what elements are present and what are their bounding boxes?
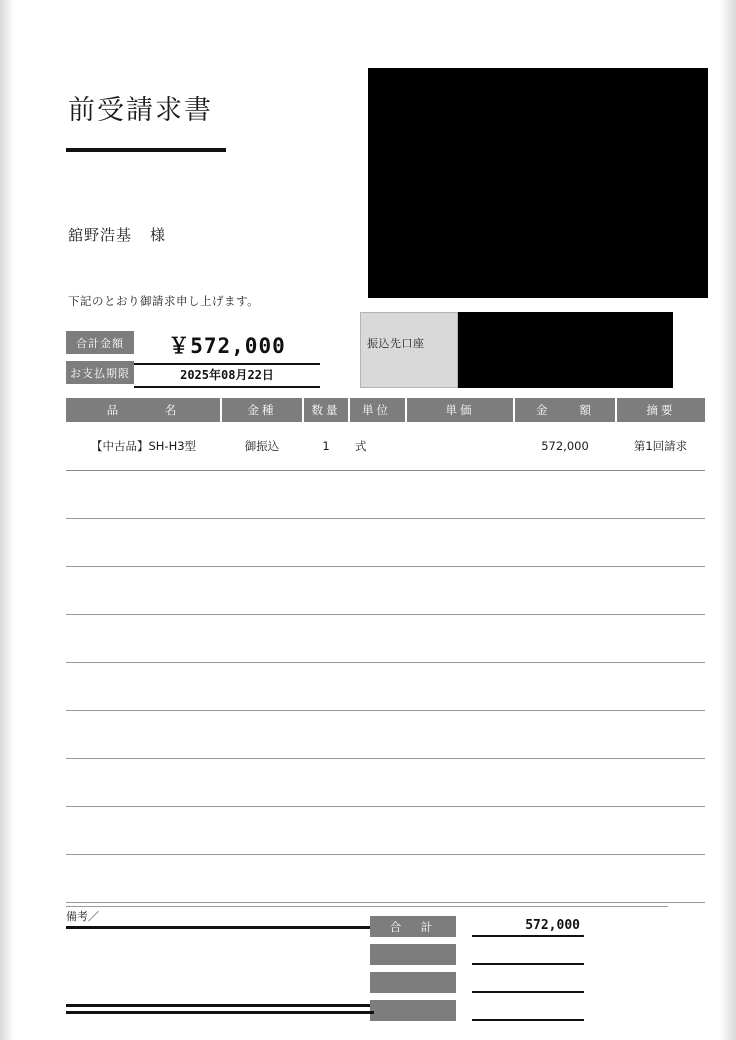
cell-unit: [349, 614, 406, 662]
cell-kind: [221, 854, 303, 902]
cell-quantity: [303, 854, 349, 902]
total-amount-label: 合計金額: [66, 331, 134, 354]
grand-total-value: 572,000: [472, 916, 584, 937]
due-date-label: お支払期限: [66, 361, 134, 384]
cell-note: 第1回請求: [616, 422, 705, 470]
header-unit: 単位: [349, 398, 406, 422]
cell-quantity: 1: [303, 422, 349, 470]
remarks-section: [66, 908, 374, 929]
cell-unit: [349, 518, 406, 566]
cell-unit-price: [406, 710, 514, 758]
cell-quantity: [303, 662, 349, 710]
cell-item-name: [66, 662, 221, 710]
invoice-sheet: [40, 0, 696, 1040]
header-quantity: 数量: [303, 398, 349, 422]
cell-amount: [514, 470, 616, 518]
cell-amount: [514, 566, 616, 614]
cell-unit-price: [406, 470, 514, 518]
cell-note: [616, 518, 705, 566]
cell-quantity: [303, 710, 349, 758]
cell-amount: [514, 806, 616, 854]
table-row: [66, 854, 705, 902]
addressee: [68, 224, 166, 245]
cell-quantity: [303, 806, 349, 854]
cell-item-name: [66, 758, 221, 806]
grand-total-label: 合 計: [370, 916, 456, 937]
table-row: [66, 422, 705, 470]
cell-note: [616, 566, 705, 614]
cell-unit-price: [406, 614, 514, 662]
cell-kind: [221, 518, 303, 566]
header-amount: 金 額: [514, 398, 616, 422]
cell-note: [616, 662, 705, 710]
addressee-name: 舘野浩基: [68, 226, 133, 244]
redacted-logo-block: [368, 68, 708, 298]
cell-kind: [221, 614, 303, 662]
lead-text: 下記のとおり御請求申し上げます。: [68, 294, 260, 308]
cell-item-name: [66, 806, 221, 854]
cell-item-name: [66, 710, 221, 758]
bottom-rule: [66, 1011, 374, 1014]
totals-label-3: [370, 972, 456, 993]
cell-item-name: [66, 614, 221, 662]
table-body: [66, 422, 705, 902]
bank-account-label: 振込先口座: [367, 337, 425, 350]
cell-kind: [221, 566, 303, 614]
cell-unit: [349, 566, 406, 614]
cell-unit-price: [406, 662, 514, 710]
cell-quantity: [303, 518, 349, 566]
cell-kind: [221, 758, 303, 806]
cell-note: [616, 710, 705, 758]
cell-unit-price: [406, 758, 514, 806]
page-title: 前受請求書: [68, 95, 213, 126]
cell-kind: [221, 470, 303, 518]
cell-note: [616, 758, 705, 806]
cell-amount: [514, 854, 616, 902]
totals-section: [370, 916, 658, 1028]
cell-note: [616, 806, 705, 854]
cell-item-name: [66, 854, 221, 902]
totals-row: [370, 916, 658, 937]
header-kind: 金種: [221, 398, 303, 422]
header-item-name: 品 名: [66, 398, 221, 422]
cell-unit-price: [406, 806, 514, 854]
remarks-bottom-rule: [66, 1004, 374, 1007]
cell-unit-price: [406, 518, 514, 566]
cell-kind: [221, 806, 303, 854]
cell-unit-price: [406, 566, 514, 614]
cell-item-name: [66, 566, 221, 614]
cell-amount: [514, 710, 616, 758]
cell-unit-price: [406, 854, 514, 902]
cell-amount: 572,000: [514, 422, 616, 470]
cell-unit: [349, 758, 406, 806]
table-row: [66, 662, 705, 710]
cell-note: [616, 614, 705, 662]
totals-value-2: [472, 944, 584, 965]
cell-item-name: [66, 518, 221, 566]
redacted-bank-block: [458, 312, 673, 388]
remarks-label: 備考／: [66, 908, 374, 929]
totals-value-4: [472, 1000, 584, 1021]
cell-unit: [349, 806, 406, 854]
table-row: [66, 710, 705, 758]
totals-label-2: [370, 944, 456, 965]
table-row: [66, 806, 705, 854]
cell-unit: [349, 710, 406, 758]
table-row: [66, 470, 705, 518]
totals-row: [370, 1000, 658, 1021]
cell-unit: [349, 854, 406, 902]
cell-unit: 式: [349, 422, 406, 470]
cell-quantity: [303, 758, 349, 806]
cell-note: [616, 470, 705, 518]
table-row: [66, 758, 705, 806]
cell-unit-price: [406, 422, 514, 470]
cell-kind: [221, 710, 303, 758]
totals-row: [370, 944, 658, 965]
table-row: [66, 566, 705, 614]
header-unit-price: 単価: [406, 398, 514, 422]
cell-kind: 御振込: [221, 422, 303, 470]
cell-unit: [349, 662, 406, 710]
line-items-table: [66, 398, 705, 903]
cell-quantity: [303, 614, 349, 662]
cell-item-name: 【中古品】SH-H3型: [66, 422, 221, 470]
cell-note: [616, 854, 705, 902]
header-note: 摘要: [616, 398, 705, 422]
cell-kind: [221, 662, 303, 710]
due-date-value: 2025年08月22日: [134, 366, 320, 388]
totals-row: [370, 972, 658, 993]
cell-amount: [514, 614, 616, 662]
cell-amount: [514, 518, 616, 566]
cell-quantity: [303, 566, 349, 614]
table-row: [66, 518, 705, 566]
addressee-honorific: 様: [150, 226, 167, 244]
total-amount-value: ￥572,000: [134, 330, 320, 365]
bank-account-box: [360, 312, 458, 388]
cell-item-name: [66, 470, 221, 518]
cell-amount: [514, 662, 616, 710]
table-row: [66, 614, 705, 662]
cell-quantity: [303, 470, 349, 518]
table-header-row: [66, 398, 705, 422]
totals-label-4: [370, 1000, 456, 1021]
cell-amount: [514, 758, 616, 806]
footer-divider: [66, 906, 668, 907]
totals-value-3: [472, 972, 584, 993]
cell-unit: [349, 470, 406, 518]
title-underline: [66, 148, 226, 152]
